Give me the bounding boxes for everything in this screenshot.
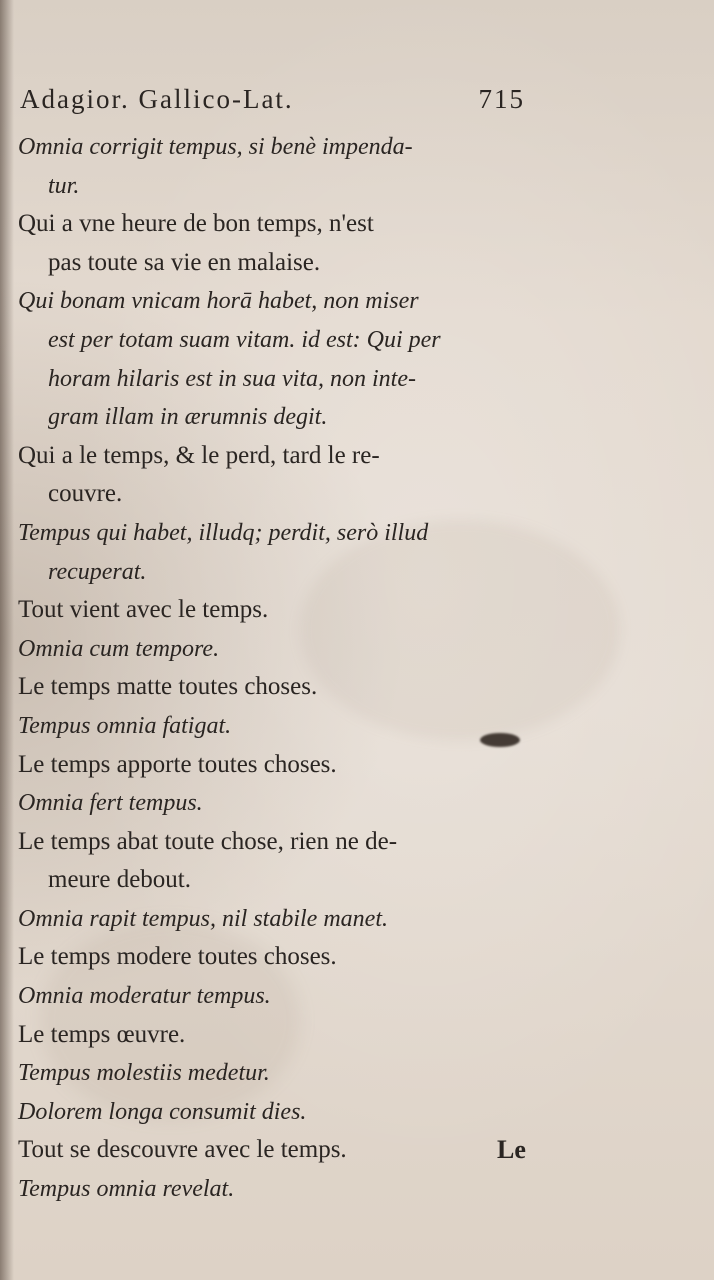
page-text (18, 128, 538, 1209)
text-line: Le temps apporte toutes choses. (18, 750, 337, 778)
text-line: Qui bonam vnicam horā habet, non miser (18, 288, 419, 315)
text-line: horam hilaris est in sua vita, non inte- (48, 365, 416, 392)
text-line: est per totam suam vitam. id est: Qui per (48, 326, 441, 353)
catchword: Le (497, 1135, 526, 1164)
text-line: Le temps matte toutes choses. (18, 673, 318, 701)
text-line: Tempus omnia revelat. (18, 1176, 235, 1203)
text-line: Omnia moderatur tempus. (18, 983, 271, 1010)
text-line: tur. (48, 172, 80, 199)
text-line: Omnia rapit tempus, nil stabile manet. (18, 905, 388, 932)
text-line: couvre. (48, 480, 123, 508)
text-line: Qui a vne heure de bon temps, n'est (18, 210, 374, 238)
text-line: Le temps œuvre. (18, 1020, 186, 1048)
text-line: Dolorem longa consumit dies. (18, 1098, 307, 1125)
running-header (20, 84, 525, 115)
page-gutter-shadow (0, 0, 14, 1280)
text-line: pas toute sa vie en malaise. (48, 248, 321, 276)
text-line: Tout vient avec le temps. (18, 596, 269, 624)
running-title: Adagior. Gallico-Lat. (20, 84, 294, 114)
text-line: Tempus qui habet, illudq; perdit, serò illud (18, 519, 429, 546)
text-line: Qui a le temps, & le perd, tard le re- (18, 441, 380, 469)
text-line: recuperat. (48, 558, 147, 585)
text-line: Tempus molestiis medetur. (18, 1060, 270, 1087)
text-line: gram illam in ærumnis degit. (48, 404, 328, 431)
text-line: Tout se descouvre avec le temps. (18, 1136, 347, 1164)
text-line: Omnia fert tempus. (18, 790, 203, 817)
text-line: Omnia corrigit tempus, si benè impenda- (18, 134, 413, 160)
text-line: Le temps modere toutes choses. (18, 943, 337, 971)
text-line: meure debout. (48, 866, 192, 894)
text-line: Tempus omnia fatigat. (18, 712, 232, 739)
text-line: Omnia cum tempore. (18, 635, 220, 662)
text-line: Le temps abat toute chose, rien ne de- (18, 827, 398, 855)
page-number: 715 (478, 84, 525, 114)
